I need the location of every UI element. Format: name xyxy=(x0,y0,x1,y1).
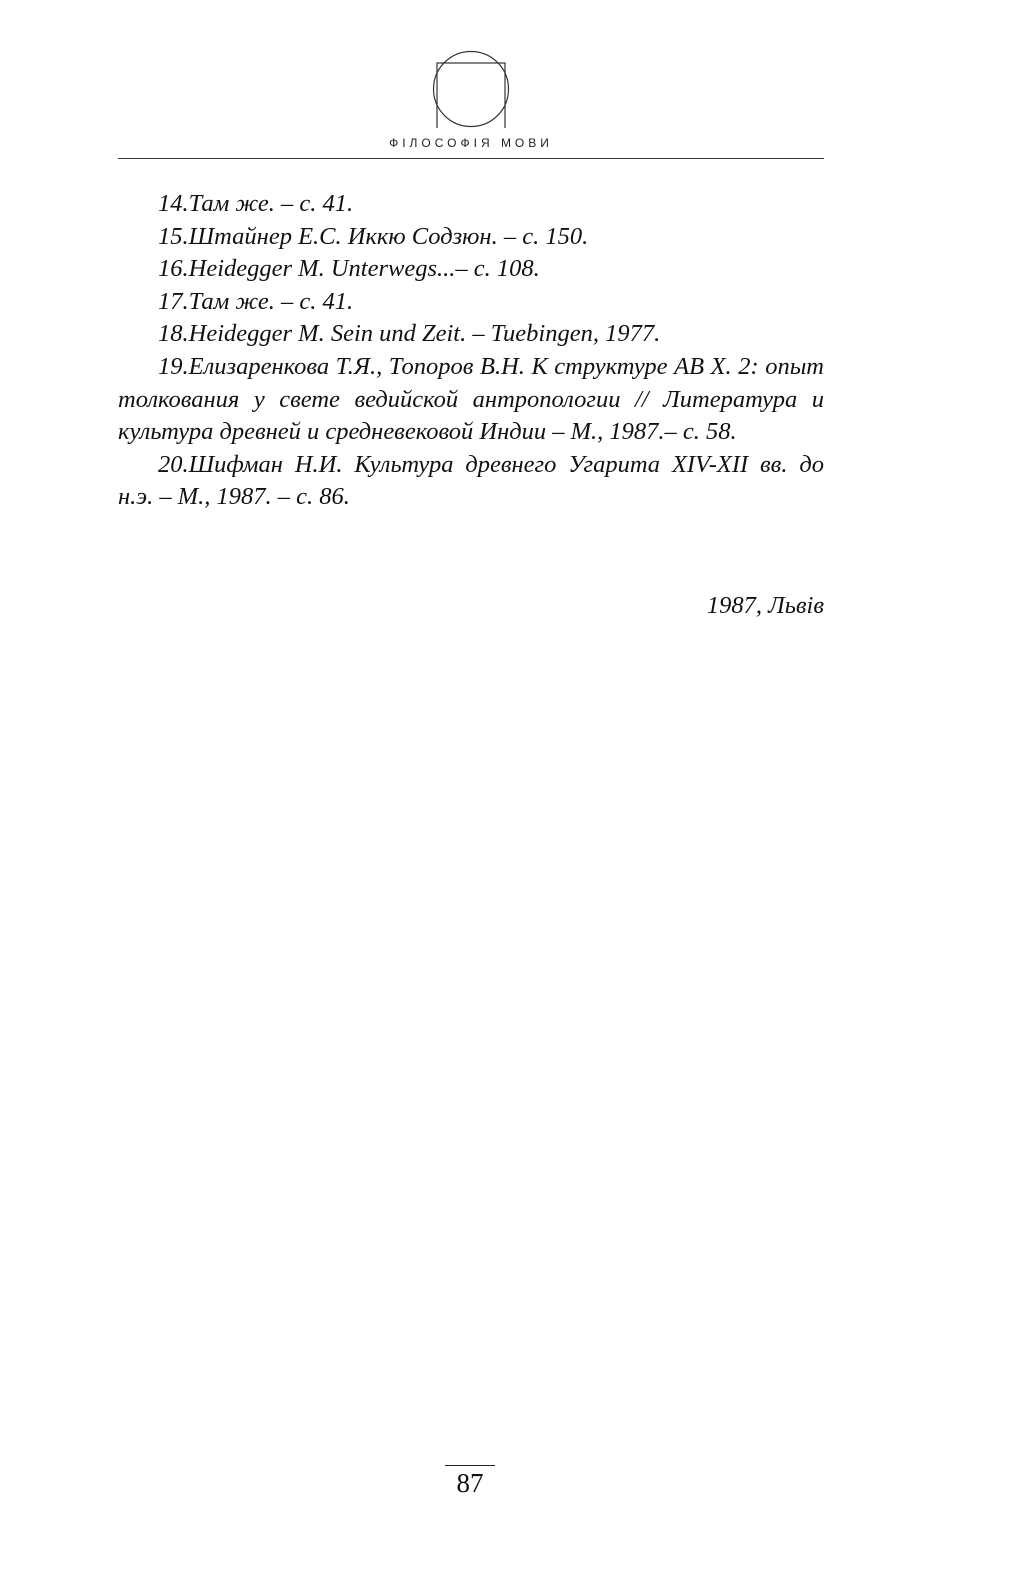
reference-list xyxy=(118,188,824,514)
reference-item: 17.Там же. – с. 41. xyxy=(158,287,354,315)
dateline: 1987, Львів xyxy=(706,592,824,619)
page-number: 87 xyxy=(456,1468,484,1498)
reference-item: 15.Штайнер Е.С. Иккю Содзюн. – с. 150. xyxy=(158,222,589,250)
reference-item: 18.Heidegger M. Sein und Zeit. – Tuebingen, 1977. xyxy=(158,320,661,348)
running-head: ФІЛОСОФІЯ МОВИ xyxy=(389,136,553,150)
reference-item: 14.Там же. – с. 41. xyxy=(158,190,354,217)
header-rule xyxy=(118,158,824,159)
reference-item: 20.Шифман Н.И. Культура древнего Угарита XIV-XII вв. до н.э. – М., 1987. – с. 86. xyxy=(118,450,824,511)
reference-item: 16.Heidegger M. Unterwegs...– с. 108. xyxy=(158,255,540,283)
circle-square-logo-icon xyxy=(432,50,510,128)
reference-item: 19.Елизаренкова Т.Я., Топоров В.Н. К структуре АВ X. 2: опыт толкования у свете ведийской антропологии // Литература и культура древней и средневековой Индии – М., 1987.– с. 58. xyxy=(118,352,824,446)
